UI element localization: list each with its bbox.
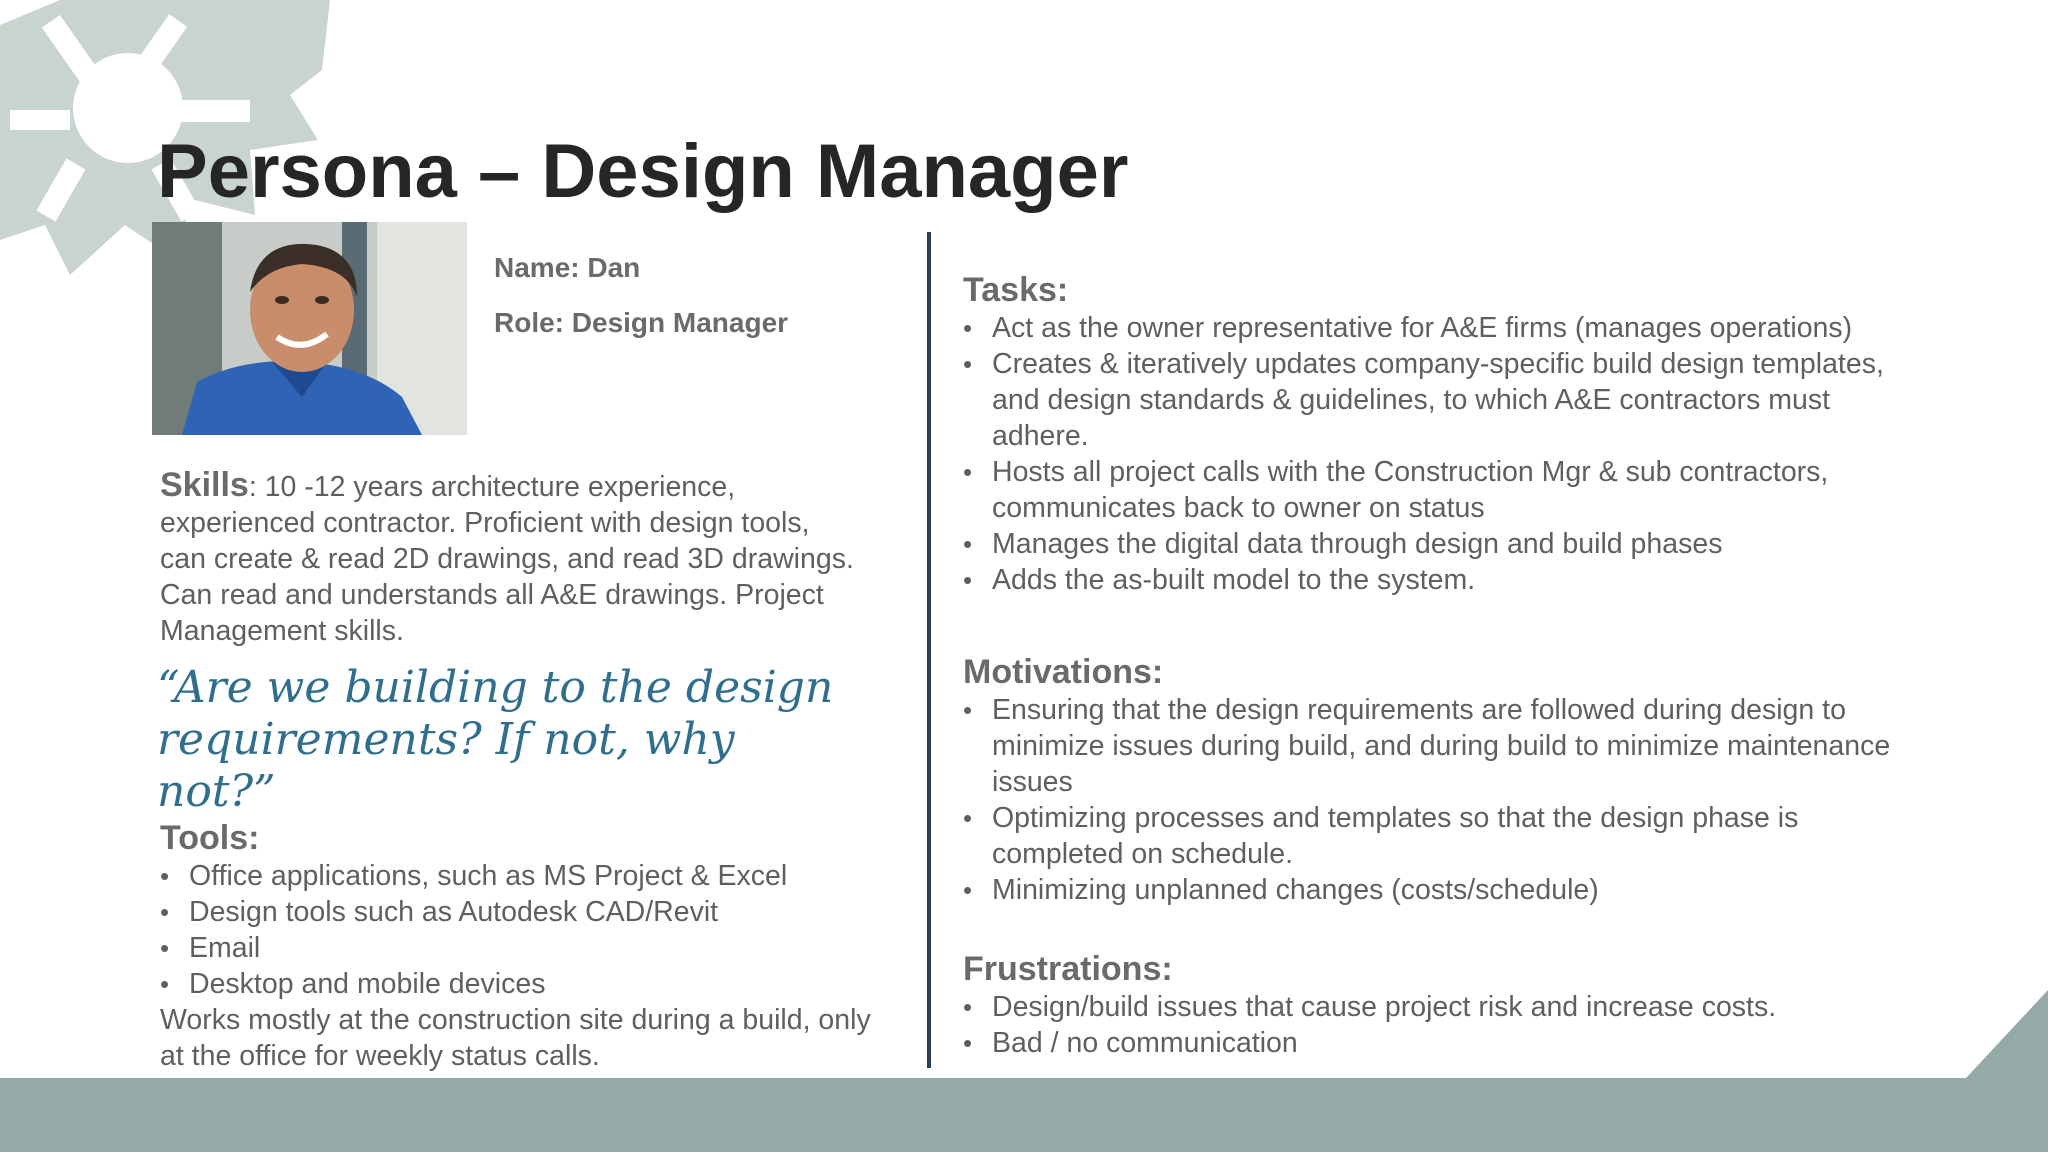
list-item: • Act as the owner representative for A&E firms (manages operations) [963,310,1913,346]
footer-band [0,1078,2048,1152]
list-item: • Hosts all project calls with the Construction Mgr & sub contractors, communicates back to owner on status [963,454,1913,526]
tasks-list [963,310,1913,598]
corner-triangle [1966,990,2048,1078]
skills-label: Skills [160,466,249,504]
tools-list [160,858,880,1002]
persona-identity [494,252,788,362]
frustrations-section [963,949,1913,1061]
persona-quote: “Are we building to the design requirements? If not, why not?” [157,662,834,817]
list-item: • Bad / no communication [963,1025,1913,1061]
page-title: Persona – Design Manager [157,129,1129,214]
list-item: • Optimizing processes and templates so that the design phase is completed on schedule. [963,800,1913,872]
tools-section [160,818,880,1074]
list-item: • Email [160,930,880,966]
tools-heading: Tools: [160,819,260,857]
tasks-heading: Tasks: [963,271,1069,309]
skills-paragraph [160,467,860,649]
list-item: • Minimizing unplanned changes (costs/schedule) [963,872,1913,908]
frustrations-heading: Frustrations: [963,950,1173,988]
list-item: • Office applications, such as MS Project & Excel [160,858,880,894]
motivations-list [963,692,1913,908]
list-item: • Desktop and mobile devices [160,966,880,1002]
portrait-photo [152,222,467,435]
motivations-heading: Motivations: [963,653,1164,691]
persona-role: Role: Design Manager [494,307,789,338]
list-item: • Ensuring that the design requirements are followed during design to minimize issues during build, and during build to minimize maintenance issues [963,692,1913,800]
persona-name: Name: Dan [494,252,641,283]
list-item: • Design tools such as Autodesk CAD/Revit [160,894,880,930]
list-item: • Design/build issues that cause project risk and increase costs. [963,989,1913,1025]
skills-text: : 10 -12 years architecture experience, experienced contractor. Proficient with design tools, can create & read 2D drawings, and read 3D drawings. Can read and understands all A&E drawings. Project Management skills. [160,471,854,647]
list-item: • Manages the digital data through design and build phases [963,526,1913,562]
tools-note: Works mostly at the construction site during a build, only at the office for weekly status calls. [160,1004,871,1072]
column-divider [927,232,931,1068]
list-item: • Adds the as-built model to the system. [963,562,1913,598]
frustrations-list [963,989,1913,1061]
motivations-section [963,652,1913,908]
tasks-section [963,270,1913,598]
list-item: • Creates & iteratively updates company-specific build design templates, and design standards & guidelines, to which A&E contractors must adhere. [963,346,1913,454]
